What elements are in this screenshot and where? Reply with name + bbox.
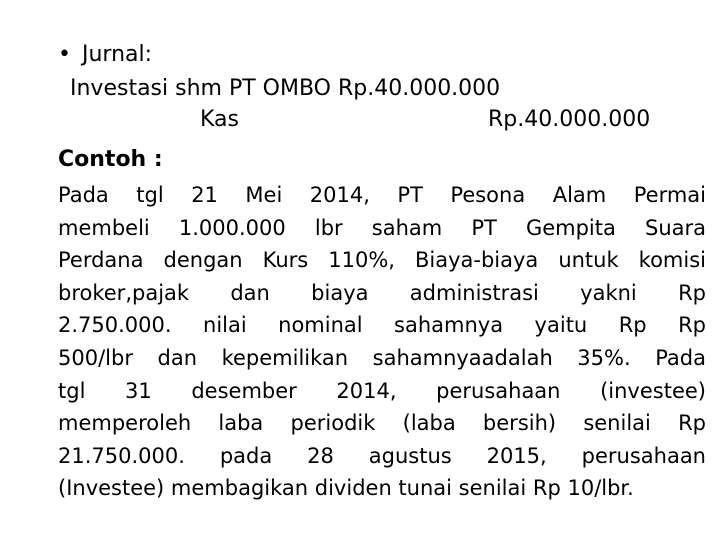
paragraph-line: membeli 1.000.000 lbr saham PT Gempita Suara	[58, 215, 706, 240]
paragraph-line: Perdana dengan Kurs 110%, Biaya-biaya untuk komisi	[58, 248, 706, 273]
paragraph-line: tgl 31 desember 2014, perusahaan (investee)	[58, 378, 706, 403]
example-paragraph	[58, 179, 706, 505]
journal-label: Jurnal:	[82, 42, 153, 67]
example-heading: Contoh :	[58, 147, 163, 172]
paragraph-line: memperoleh laba periodik (laba bersih) senilai Rp	[58, 411, 706, 436]
paragraph-line: (Investee) membagikan dividen tunai senilai Rp 10/lbr.	[58, 476, 634, 501]
paragraph-line: broker,pajak dan biaya administrasi yakni Rp	[58, 280, 706, 305]
bullet-icon: •	[58, 42, 71, 67]
journal-debit-line: Investasi shm PT OMBO Rp.40.000.000	[70, 76, 501, 101]
journal-credit-account: Kas	[200, 107, 239, 132]
paragraph-line: 2.750.000. nilai nominal sahamnya yaitu Rp Rp	[58, 313, 706, 338]
paragraph-line: Pada tgl 21 Mei 2014, PT Pesona Alam Permai	[58, 183, 706, 207]
paragraph-line: 21.750.000. pada 28 agustus 2015, perusahaan	[58, 443, 706, 468]
journal-credit-amount: Rp.40.000.000	[488, 107, 651, 132]
paragraph-line: 500/lbr dan kepemilikan sahamnyaadalah 35%. Pada	[58, 345, 706, 370]
journal-bullet-item	[58, 40, 152, 70]
